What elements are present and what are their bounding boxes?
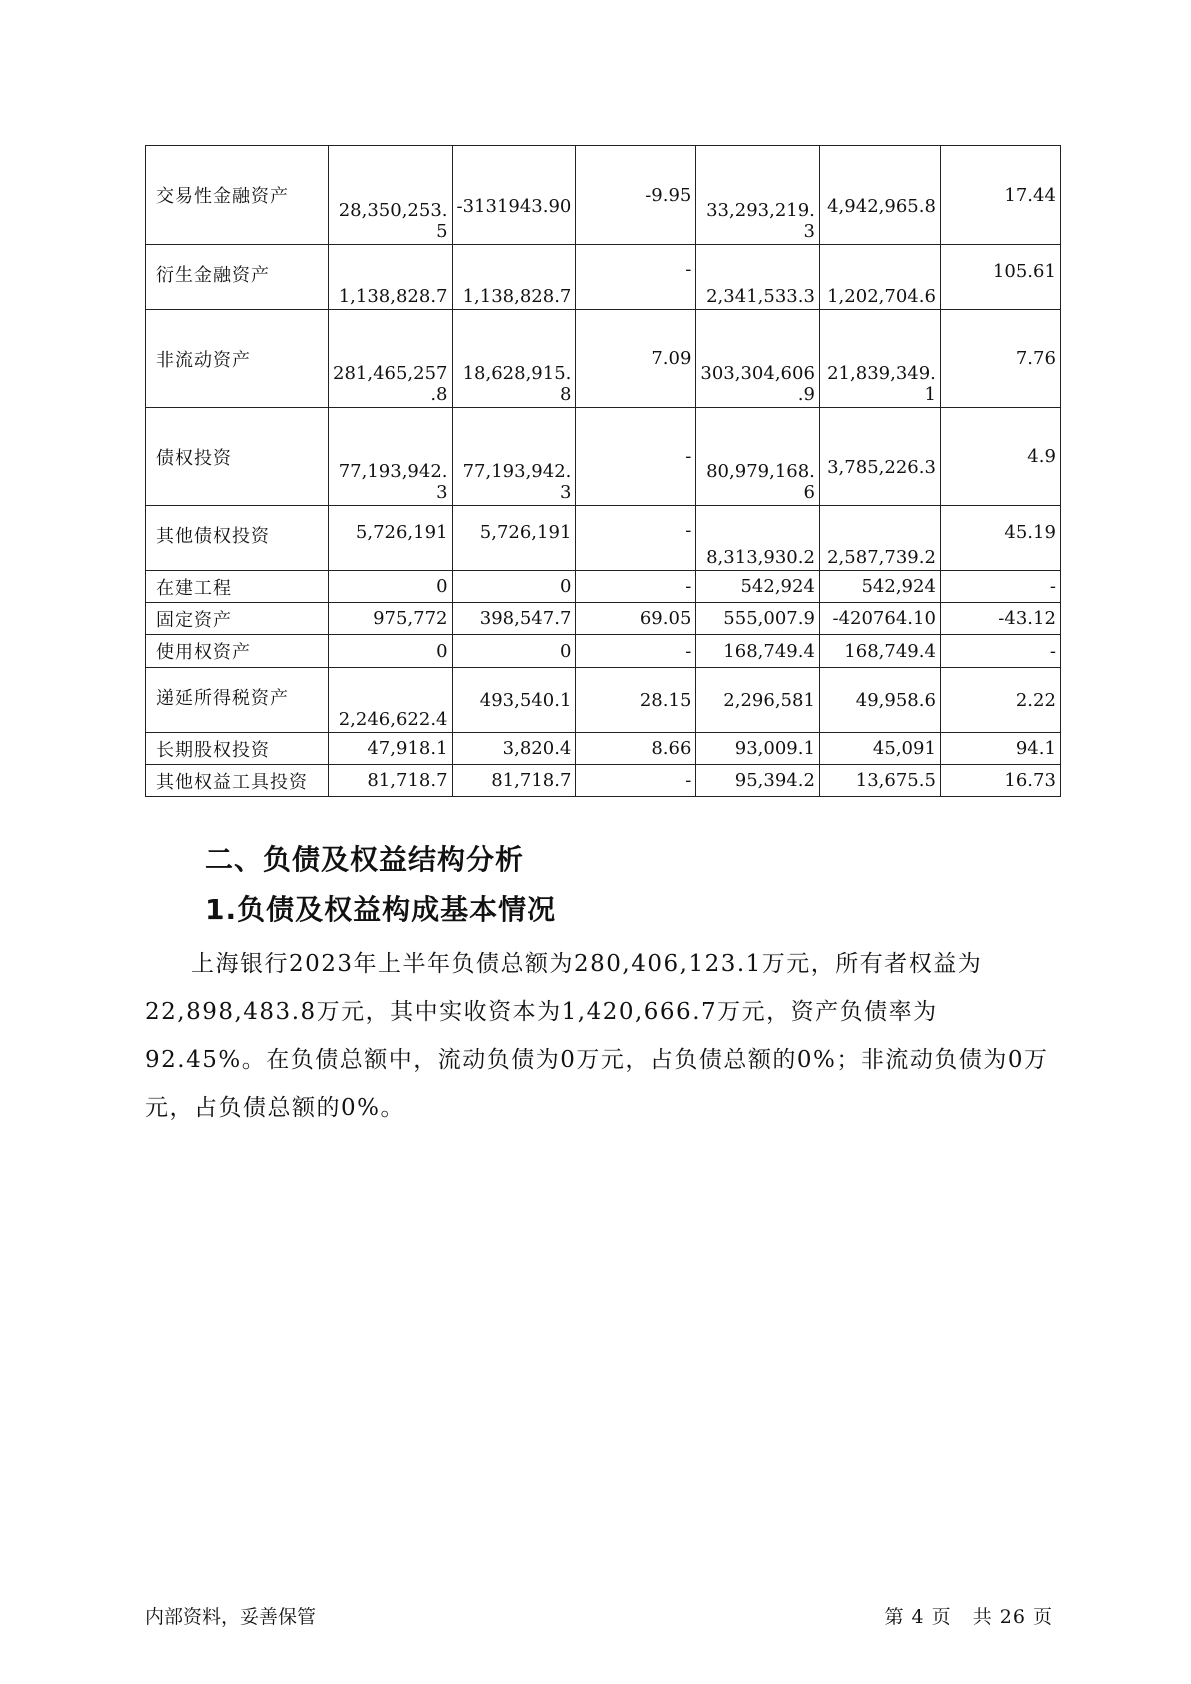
- cell-line: 80,979,168.: [706, 461, 815, 482]
- table-cell: -9.95: [576, 146, 696, 245]
- cell-line: 21,839,349.: [827, 363, 936, 384]
- table-cell: 69.05: [576, 603, 696, 635]
- table-cell: 49,958.6: [819, 668, 940, 733]
- table-cell: -: [576, 245, 696, 310]
- cell-line: 77,193,942.: [338, 461, 448, 482]
- table-cell: -420764.10: [819, 603, 940, 635]
- table-row: [146, 668, 1061, 733]
- table-cell: 3,820.4: [452, 733, 576, 765]
- table-cell: [452, 310, 576, 408]
- table-cell: 2.22: [940, 668, 1060, 733]
- table-cell: -: [576, 506, 696, 571]
- table-cell: 4.9: [940, 408, 1060, 506]
- table-cell: [696, 146, 820, 245]
- cell-line: 3: [559, 482, 572, 503]
- table-cell: 542,924: [696, 571, 820, 603]
- table-cell: 17.44: [940, 146, 1060, 245]
- cell-line: 1: [924, 384, 936, 405]
- row-label: 使用权资产: [146, 635, 329, 668]
- table-cell: [329, 408, 453, 506]
- table-cell: 95,394.2: [696, 765, 820, 797]
- cell-line: 8: [559, 384, 572, 405]
- subsection-title: 1.负债及权益构成基本情况: [205, 893, 557, 926]
- row-label: 其他权益工具投资: [146, 765, 329, 797]
- table-cell: 555,007.9: [696, 603, 820, 635]
- table-cell: 0: [329, 571, 453, 603]
- table-row: [146, 146, 1061, 245]
- cell-line: 18,628,915.: [462, 363, 572, 384]
- table-cell: 2,587,739.2: [819, 506, 940, 571]
- table-cell: 493,540.1: [452, 668, 576, 733]
- row-label: 其他债权投资: [146, 506, 329, 571]
- cell-line: 77,193,942.: [462, 461, 572, 482]
- table-cell: 81,718.7: [452, 765, 576, 797]
- table-cell: [819, 310, 940, 408]
- row-label: 交易性金融资产: [146, 146, 329, 245]
- table-cell: [452, 408, 576, 506]
- table-cell: 81,718.7: [329, 765, 453, 797]
- cell-line: 5: [436, 221, 448, 242]
- table-cell: -3131943.90: [452, 146, 576, 245]
- table-cell: 16.73: [940, 765, 1060, 797]
- cell-line: 3: [803, 221, 815, 242]
- table-cell: [696, 408, 820, 506]
- table-cell: [329, 146, 453, 245]
- cell-line: .8: [430, 384, 448, 405]
- table-cell: 0: [329, 635, 453, 668]
- table-cell: 13,675.5: [819, 765, 940, 797]
- table-row: [146, 408, 1061, 506]
- table-cell: 1,138,828.7: [452, 245, 576, 310]
- table-cell: 5,726,191: [452, 506, 576, 571]
- table-cell: 0: [452, 635, 576, 668]
- row-label: 长期股权投资: [146, 733, 329, 765]
- table-cell: 45,091: [819, 733, 940, 765]
- table-row: [146, 506, 1061, 571]
- cell-line: 28,350,253.: [338, 200, 448, 221]
- table-row: [146, 310, 1061, 408]
- table-cell: [329, 310, 453, 408]
- cell-line: .9: [797, 384, 815, 405]
- table-row: [146, 245, 1061, 310]
- table-cell: 3,785,226.3: [819, 408, 940, 506]
- body-paragraph: 上海银行2023年上半年负债总额为280,406,123.1万元，所有者权益为22,898,483.8万元，其中实收资本为1,420,666.7万元，资产负债率为92.45%。在负债总额中，流动负债为0万元，占负债总额的0%；非流动负债为0万元，占负债总额的0%。: [145, 951, 1049, 1121]
- footer-page-number: 第 4 页 共 26 页: [884, 1606, 1053, 1628]
- table-cell: 94.1: [940, 733, 1060, 765]
- table-cell: [696, 310, 820, 408]
- table-cell: 1,138,828.7: [329, 245, 453, 310]
- table-cell: 0: [452, 571, 576, 603]
- table-cell: -: [576, 635, 696, 668]
- table-row: [146, 765, 1061, 797]
- table-row: [146, 571, 1061, 603]
- table-cell: 47,918.1: [329, 733, 453, 765]
- table-cell: 2,296,581: [696, 668, 820, 733]
- table-cell: 398,547.7: [452, 603, 576, 635]
- table-cell: 2,341,533.3: [696, 245, 820, 310]
- section-title: 二、负债及权益结构分析: [205, 843, 525, 876]
- table-cell: 7.76: [940, 310, 1060, 408]
- cell-line: 6: [803, 482, 815, 503]
- footer-confidential-note: 内部资料，妥善保管: [145, 1606, 317, 1628]
- table-cell: -: [940, 635, 1060, 668]
- table-cell: 7.09: [576, 310, 696, 408]
- table-row: [146, 733, 1061, 765]
- table-cell: -43.12: [940, 603, 1060, 635]
- table-cell: 4,942,965.8: [819, 146, 940, 245]
- table-row: [146, 635, 1061, 668]
- row-label: 递延所得税资产: [146, 668, 329, 733]
- table-cell: -: [940, 571, 1060, 603]
- table-cell: 2,246,622.4: [329, 668, 453, 733]
- row-label: 债权投资: [146, 408, 329, 506]
- row-label: 衍生金融资产: [146, 245, 329, 310]
- table-cell: 8,313,930.2: [696, 506, 820, 571]
- asset-table: [145, 145, 1061, 797]
- cell-line: 303,304,606: [700, 363, 815, 384]
- table-cell: 5,726,191: [329, 506, 453, 571]
- table-cell: 93,009.1: [696, 733, 820, 765]
- row-label: 固定资产: [146, 603, 329, 635]
- cell-line: 281,465,257: [333, 363, 448, 384]
- table-cell: 542,924: [819, 571, 940, 603]
- table-cell: 975,772: [329, 603, 453, 635]
- table-cell: 45.19: [940, 506, 1060, 571]
- table-row: [146, 603, 1061, 635]
- table-cell: -: [576, 408, 696, 506]
- table-cell: 105.61: [940, 245, 1060, 310]
- table-cell: 8.66: [576, 733, 696, 765]
- table-cell: 28.15: [576, 668, 696, 733]
- cell-line: 33,293,219.: [706, 200, 815, 221]
- row-label: 非流动资产: [146, 310, 329, 408]
- table-cell: 168,749.4: [696, 635, 820, 668]
- table-cell: 1,202,704.6: [819, 245, 940, 310]
- table-cell: 168,749.4: [819, 635, 940, 668]
- cell-line: 3: [436, 482, 448, 503]
- table-cell: -: [576, 765, 696, 797]
- row-label: 在建工程: [146, 571, 329, 603]
- table-cell: -: [576, 571, 696, 603]
